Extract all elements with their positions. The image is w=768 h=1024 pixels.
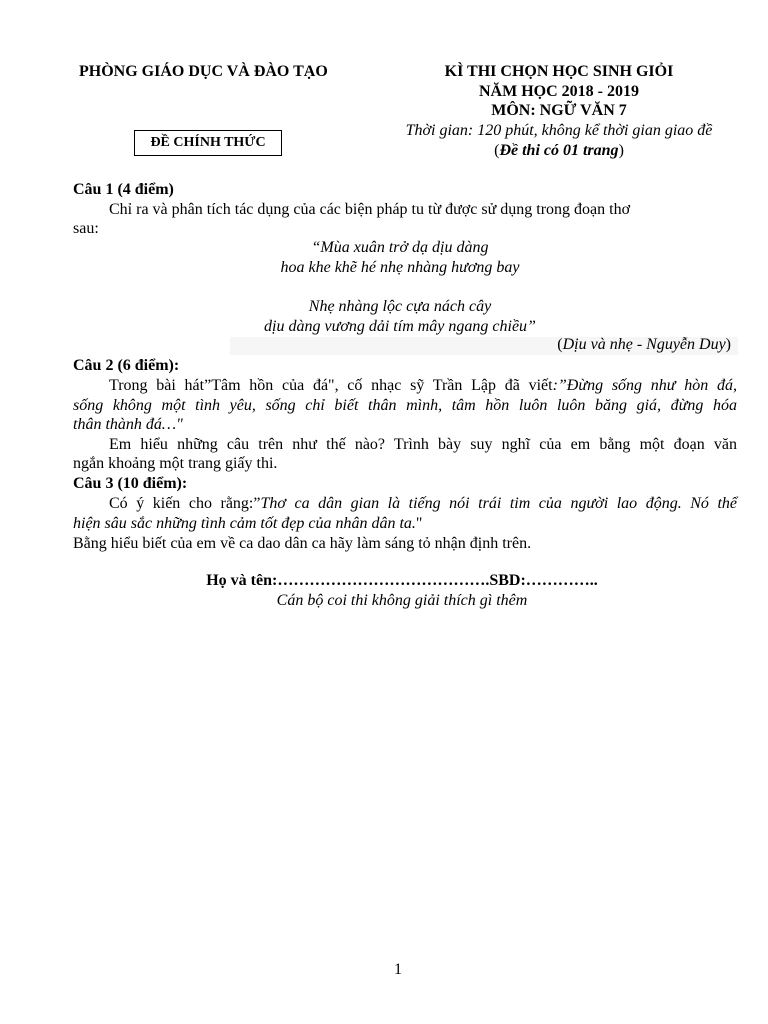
source-title: Dịu và nhẹ	[562, 336, 633, 353]
question-2-line2: sống không một tình yêu, sống chỉ biết thân mình, tâm hồn luôn luôn băng giá, đừng hóa	[73, 397, 737, 414]
paren-open: (	[494, 142, 500, 159]
question-3-line3: Bằng hiểu biết của em về ca dao dân ca hãy làm sáng tỏ nhận định trên.	[73, 535, 532, 552]
question-2-para2-line2: ngắn khoảng một trang giấy thi.	[73, 455, 278, 472]
question-3-quote-start: Thơ ca dân gian là tiếng nói trái tim của người lao động. Nó thể	[260, 495, 738, 512]
question-3-line1	[73, 494, 737, 514]
question-3-line2	[73, 514, 737, 534]
official-exam-box: ĐỀ CHÍNH THỨC	[134, 130, 282, 156]
question-2-intro: Trong bài hát”Tâm hồn của đá", cố nhạc sỹ Trần Lập đã viết	[109, 377, 553, 394]
question-1-prompt-line1: Chỉ ra và phân tích tác dụng của các biện pháp tu từ được sử dụng trong đoạn thơ	[109, 201, 631, 218]
poem-line-2: hoa khe khẽ hé nhẹ nhàng hương bay	[280, 259, 520, 276]
time-limit: Thời gian: 120 phút, không kể thời gian giao đề	[405, 122, 713, 139]
poem-line-4: dịu dàng vương dải tím mây ngang chiều”	[264, 318, 536, 335]
subject-title: MÔN: NGỮ VĂN 7	[491, 102, 627, 119]
page-count-note	[370, 142, 748, 160]
question-2-title: Câu 2 (6 điểm):	[73, 357, 180, 374]
proctor-note: Cán bộ coi thi không giải thích gì thêm	[276, 592, 528, 609]
question-2-line1	[73, 376, 737, 396]
question-2-para2-line1: Em hiểu những câu trên như thế nào? Trình bày suy nghĩ của em bằng một đoạn văn	[109, 436, 737, 453]
source-paren-open: (	[557, 336, 563, 353]
question-1-prompt-line2: sau:	[73, 220, 99, 237]
question-2-quote-start: :”Đừng sống như hòn đá,	[552, 377, 737, 394]
question-3-intro: Có ý kiến cho rằng:”	[109, 495, 261, 512]
source-separator: -	[632, 336, 647, 353]
question-3-quote-mark: "	[415, 515, 423, 532]
poem-line-3: Nhẹ nhàng lộc cựa nách cây	[308, 298, 492, 315]
candidate-info-line: Họ và tên:………………………………….SBD:…………..	[206, 572, 598, 589]
department-title: PHÒNG GIÁO DỤC VÀ ĐÀO TẠO	[79, 63, 328, 80]
poem-source	[557, 336, 731, 354]
question-3-quote-end: hiện sâu sắc những tình cảm tốt đẹp của nhân dân ta.	[73, 515, 416, 532]
source-paren-close: )	[725, 336, 731, 353]
question-1-title: Câu 1 (4 điểm)	[73, 181, 174, 198]
question-2-line3: thân thành đá…"	[73, 416, 183, 433]
page-count-text: Đề thi có 01 trang	[499, 142, 619, 159]
page-number: 1	[394, 961, 402, 978]
school-year: NĂM HỌC 2018 - 2019	[479, 83, 639, 100]
question-3-title: Câu 3 (10 điểm):	[73, 475, 188, 492]
source-author: Nguyễn Duy	[646, 336, 726, 353]
poem-line-1: “Mùa xuân trở dạ dịu dàng	[311, 239, 489, 256]
exam-title: KÌ THI CHỌN HỌC SINH GIỎI	[444, 63, 674, 80]
paren-close: )	[618, 142, 624, 159]
